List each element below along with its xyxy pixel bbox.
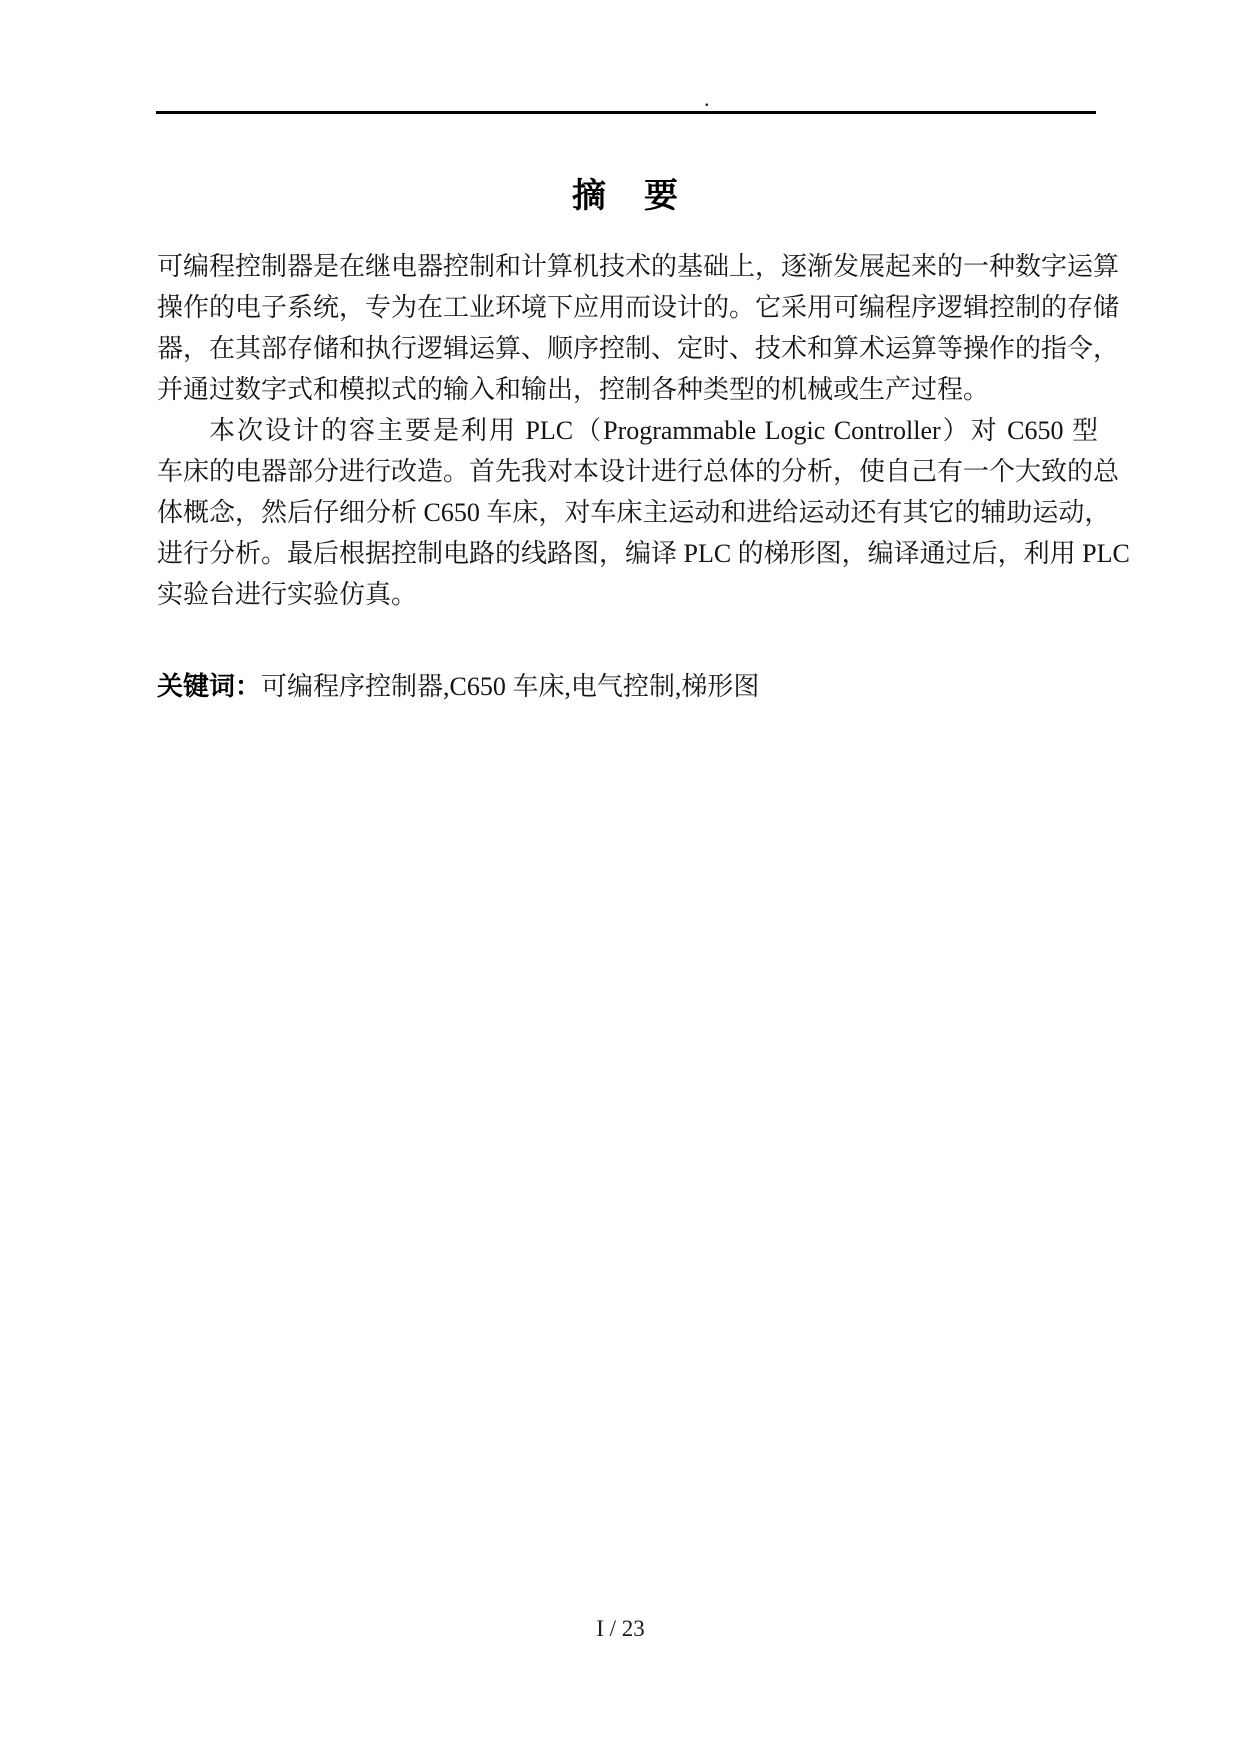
text-line: 本次设计的容主要是利用 PLC（Programmable Logic Controller）对 C650 型 (209, 416, 1098, 445)
body-paragraphs (157, 246, 1130, 615)
text-line: 体概念，然后仔细分析 C650 车床，对车床主运动和进给运动还有其它的辅助运动， (157, 498, 1111, 527)
text-line: 操作的电子系统，专为在工业环境下应用而设计的。它采用可编程序逻辑控制的存储 (157, 293, 1120, 322)
text-line: 进行分析。最后根据控制电路的线路图，编译 PLC 的梯形图，编译通过后，利用 PLC (157, 539, 1130, 568)
page-title: 摘 要 (572, 178, 680, 215)
keywords-line (157, 666, 1098, 707)
paragraph (157, 410, 1130, 615)
body-text (157, 246, 1130, 707)
text-line: 并通过数字式和模拟式的输入和输出，控制各种类型的机械或生产过程。 (157, 375, 990, 404)
text-line: 实验台进行实验仿真。 (157, 580, 418, 609)
header-rule (156, 111, 1096, 114)
keywords-label: 关键词 (157, 672, 236, 701)
stray-period: . (704, 86, 710, 111)
paragraph (157, 246, 1120, 410)
page-number: I / 23 (596, 1616, 645, 1641)
text-line: 可编程控制器是在继电器控制和计算机技术的基础上，逐渐发展起来的一种数字运算 (157, 252, 1120, 281)
text-line: 车床的电器部分进行改造。首先我对本设计进行总体的分析，使自己有一个大致的总 (157, 457, 1120, 486)
keywords-text: 可编程序控制器,C650 车床,电气控制,梯形图 (261, 672, 760, 701)
text-line: 器，在其部存储和执行逻辑运算、顺序控制、定时、技术和算术运算等操作的指令， (157, 334, 1120, 363)
keywords-separator: ： (235, 672, 262, 701)
